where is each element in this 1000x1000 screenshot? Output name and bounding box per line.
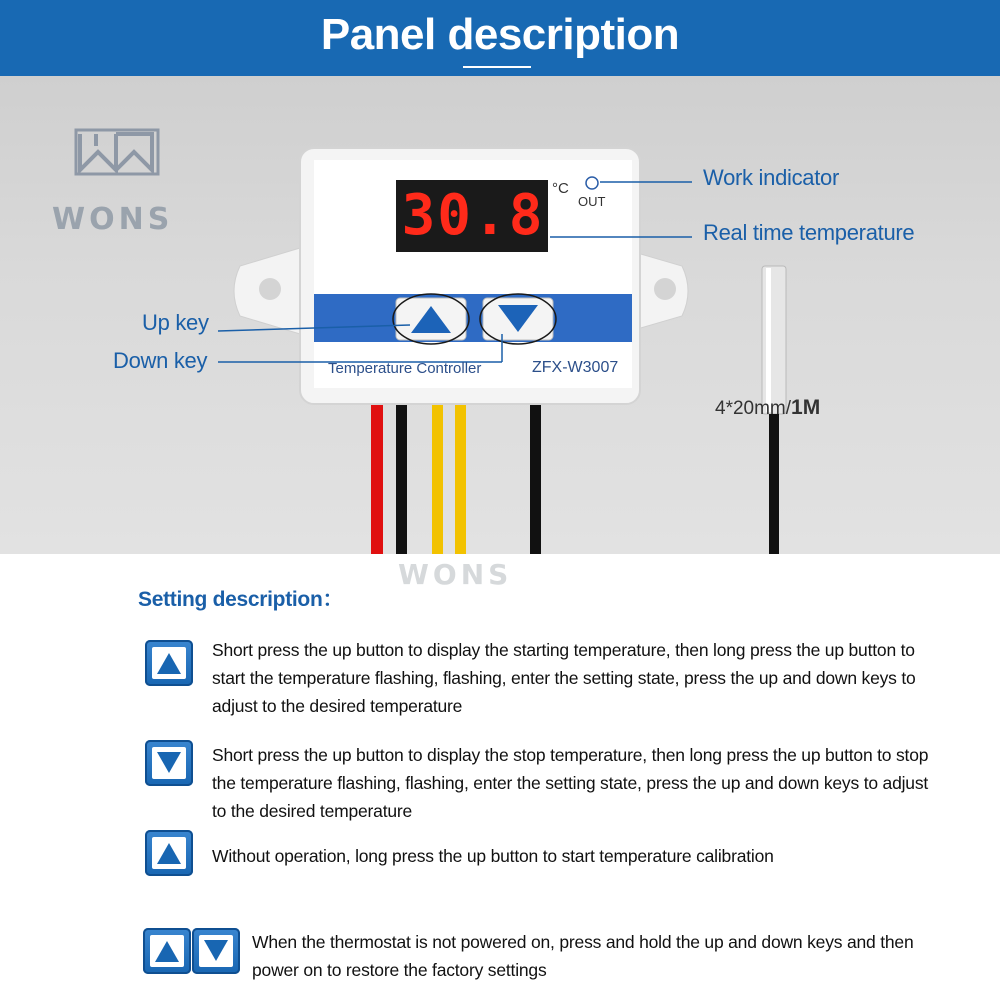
- out-label: OUT: [578, 194, 606, 209]
- page-title: Panel description: [320, 10, 680, 59]
- probe-spec-prefix: 4*20mm/: [715, 398, 792, 419]
- up-arrow-icon: [149, 934, 185, 968]
- up-arrow-icon: [151, 836, 187, 870]
- probe-spec-suffix: 1M: [791, 396, 821, 419]
- up-key-button: [145, 830, 193, 876]
- setting-item-1: Short press the up button to display the starting temperature, then long press the up button to start the temperature flashing, flashing, enter the setting state, press the up and down keys to adjust to the desired temperature: [212, 640, 916, 716]
- brand-logo-text: WONS: [52, 202, 174, 237]
- device-footer-label: Temperature Controller: [328, 360, 482, 377]
- product-photo: [0, 76, 1000, 591]
- up-key-label: Up key: [142, 310, 209, 335]
- temperature-display: 30.8: [401, 183, 545, 248]
- work-indicator-label: Work indicator: [703, 165, 839, 190]
- real-time-temperature-label: Real time temperature: [703, 220, 915, 245]
- down-key-button: [192, 928, 240, 974]
- setting-item-4: When the thermostat is not powered on, press and hold the up and down keys and then power on to restore the factory settings: [252, 932, 914, 980]
- up-key-button: [143, 928, 191, 974]
- probe-spec: [715, 396, 820, 420]
- title-underline: [463, 66, 531, 68]
- celsius-unit: °C: [552, 180, 569, 197]
- up-arrow-icon: [151, 646, 187, 680]
- down-arrow-icon: [198, 934, 234, 968]
- down-key-label: Down key: [113, 348, 208, 373]
- setting-item-3: Without operation, long press the up button to start temperature calibration: [212, 846, 774, 866]
- setting-item-2: Short press the up button to display the stop temperature, then long press the up button to stop the temperature flashing, flashing, enter the setting state, press the up and down keys to adjust to the desired temperature: [212, 745, 929, 821]
- device-model: ZFX-W3007: [532, 359, 619, 376]
- down-key-button: [145, 740, 193, 786]
- down-arrow-icon: [151, 746, 187, 780]
- watermark-text: WONS: [398, 558, 513, 591]
- setting-description-title: Setting description：: [138, 588, 344, 611]
- up-key-button: [145, 640, 193, 686]
- header-banner: [0, 0, 1000, 76]
